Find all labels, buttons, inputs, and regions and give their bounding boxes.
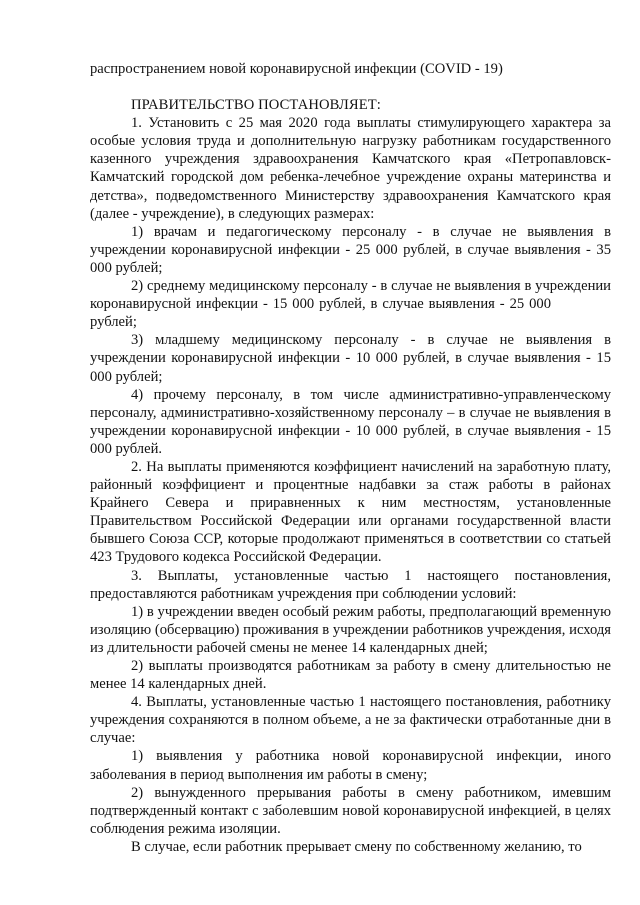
intro-line: распространением новой коронавирусной инфекции (COVID - 19)	[90, 61, 503, 77]
paragraph-1-item-2-tail: рублей;	[90, 314, 137, 331]
paragraph-1-item-2-text: 2) среднему медицинскому персоналу - в случае не выявления в учреждении коронавирусной инфекции - 15 000 рублей, в случае выявления - 25 000	[90, 278, 611, 313]
paragraph-1-item-2	[90, 277, 611, 331]
paragraph-4: 4. Выплаты, установленные частью 1 настоящего постановления, работнику учреждения сохраняются в полном объеме, а не за фактически отработанные дни в случае:	[90, 694, 611, 747]
paragraph-1-item-1: 1) врачам и педагогическому персоналу - в случае не выявления в учреждении коронавирусной инфекции - 25 000 рублей, в случае выявления - 35 000 рублей;	[90, 223, 611, 276]
paragraph-4-item-2: 2) вынужденного прерывания работы в смену работником, имевшим подтвержденный контакт с заболевшим новой коронавирусной инфекцией, в целях соблюдения режима изоляции.	[90, 784, 611, 837]
paragraph-3-item-1: 1) в учреждении введен особый режим работы, предполагающий временную изоляцию (обсервацию) проживания в учреждении работников учреждения, исходя из длительности рабочей смены не менее 14 календарных дней;	[90, 603, 611, 656]
paragraph-1-item-4: 4) прочему персоналу, в том числе административно-управленческому персоналу, административно-хозяйственному персоналу – в случае не выявления в учреждении коронавирусной инфекции - 10 000 рублей, в случае выявления - 15 000 рублей.	[90, 386, 611, 457]
paragraph-2: 2. На выплаты применяются коэффициент начислений на заработную плату, районный коэффициент и процентные надбавки за стаж работы в районах Крайнего Севера и приравненных к ним местностям, установленные Правительством Российской Федерации или органами государственной власти бывшего Союза ССР, которые продолжают применяться в соответствии со статьей 423 Трудового кодекса Российской Федерации.	[90, 458, 611, 566]
paragraph-4-item-1: 1) выявления у работника новой коронавирусной инфекции, иного заболевания в период выполнения им работы в смену;	[90, 748, 611, 783]
paragraph-3-item-2: 2) выплаты производятся работникам за работу в смену длительностью не менее 14 календарных дней.	[90, 658, 611, 693]
paragraph-5: В случае, если работник прерывает смену по собственному желанию, то	[131, 838, 582, 855]
document-body	[90, 60, 611, 856]
paragraph-1: 1. Установить с 25 мая 2020 года выплаты стимулирующего характера за особые условия труда и дополнительную нагрузку работникам государственного казенного учреждения здравоохранения Камчатского края «Петропавловск-Камчатский городской дом ребенка-лечебное учреждение охраны материнства и детства», подведомственного Министерству здравоохранения Камчатского края (далее - учреждение), в следующих размерах:	[90, 115, 611, 222]
paragraph-1-item-3: 3) младшему медицинскому персоналу - в случае не выявления в учреждении коронавирусной инфекции - 10 000 рублей, в случае выявления - 15 000 рублей;	[90, 332, 611, 385]
decree-heading: ПРАВИТЕЛЬСТВО ПОСТАНОВЛЯЕТ:	[131, 97, 381, 114]
paragraph-3: 3. Выплаты, установленные частью 1 настоящего постановления, предоставляются работникам учреждения при соблюдении условий:	[90, 567, 611, 602]
